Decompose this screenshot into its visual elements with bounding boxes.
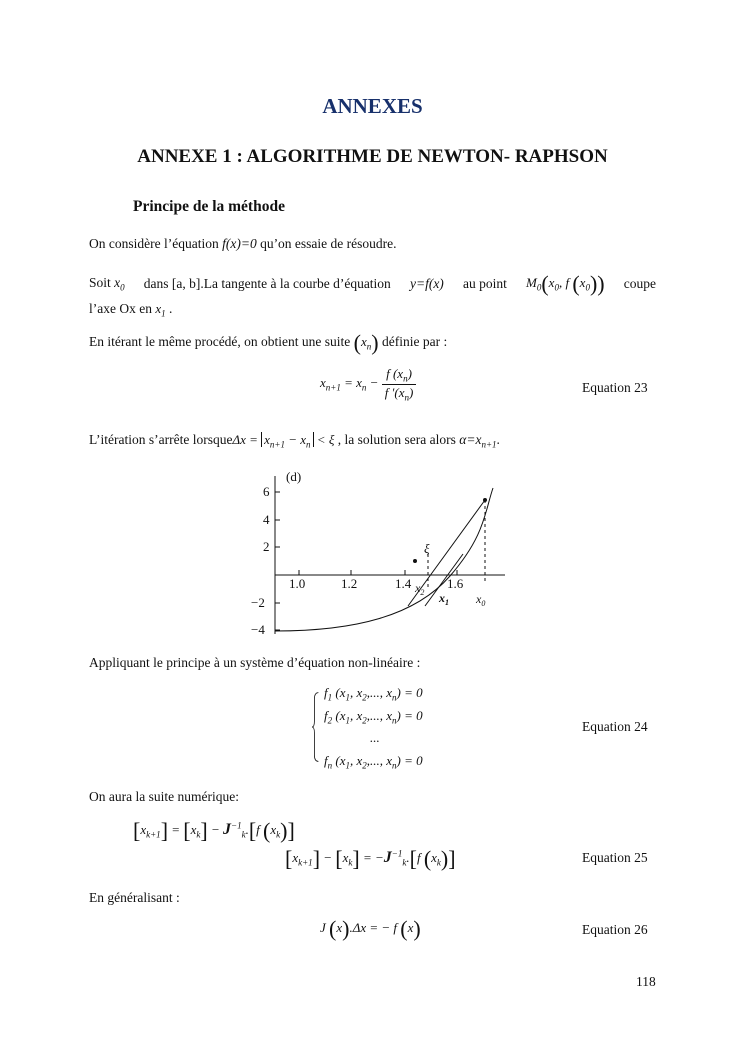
equation-25-label: Equation 25 [582, 850, 648, 865]
x1-label: $x_1$ [439, 591, 449, 607]
para1-equation: f(x)=0 [222, 236, 257, 251]
para2-line2: l’axe Ox en $x_1$ . [89, 301, 173, 319]
equation-23-label: Equation 23 [582, 380, 648, 395]
y-tick-neg4: −4 [251, 622, 265, 637]
x-tick-1.6: 1.6 [447, 576, 464, 591]
paragraph-sequence: En itérant le même procédé, on obtient une suite $(x_n)$ définie par : [89, 330, 448, 355]
equation-24-label: Equation 24 [582, 719, 648, 734]
page-number: 118 [636, 974, 656, 989]
y-tick-2: 2 [263, 539, 270, 554]
system-line-2: $f_2$ ($x_1$, $x_2$,..., $x_n) = 0$ [324, 708, 423, 726]
equation-25a: $[x_{k+1}] = [x_k] - J^{-1}_k.[f$ $(x_k)$] [133, 818, 295, 843]
section-heading: Principe de la méthode [133, 198, 285, 215]
paragraph-system: Appliquant le principe à un système d’équation non-linéaire : [89, 655, 421, 670]
system-line-1: $f_1$ ($x_1$, $x_2$,..., $x_n) = 0$ [324, 685, 423, 703]
annex-heading: ANNEXE 1 : ALGORITHME DE NEWTON- RAPHSON [137, 146, 608, 167]
equation-26: J (x).Δx = − f (x) [320, 916, 421, 941]
x2-label: $x_2$ [415, 581, 425, 597]
newton-figure [245, 466, 525, 646]
para2-segment-3: au point [462, 276, 507, 291]
point-x1 [413, 559, 417, 563]
system-line-ellipsis: ... [370, 730, 380, 745]
paragraph-tangent [89, 271, 656, 319]
x-tick-1.2: 1.2 [341, 576, 358, 591]
equation-25b: $[x_{k+1}] - [x_k] = -J^{-1}_k.[f$ $(x_k)$] [285, 846, 456, 871]
equation-26-label: Equation 26 [582, 922, 648, 937]
equation-24 [312, 683, 452, 773]
para1-text-a: On considère l’équation [89, 236, 223, 251]
paragraph-equation-intro [89, 236, 397, 252]
para2-segment-4: coupe [623, 276, 656, 291]
function-curve [275, 488, 493, 631]
point-m0: $M_0(x_0$, f $(x_0)$) [526, 271, 605, 296]
x-tick-1.4: 1.4 [395, 576, 412, 591]
x0-label: $x_0$ [476, 592, 486, 608]
y-tick-6: 6 [263, 484, 270, 499]
xi-label: ξ [424, 541, 430, 556]
x-tick-1.0: 1.0 [289, 576, 306, 591]
para2-curve: y=f(x) [409, 276, 444, 291]
system-brace [312, 683, 320, 771]
page-title: ANNEXES [322, 94, 423, 118]
para1-text-b: qu’on essaie de résoudre. [256, 236, 397, 251]
para2-segment-2: dans [a, b].La tangente à la courbe d’équation [143, 276, 391, 291]
paragraph-generalizing: En généralisant : [89, 890, 180, 905]
y-tick-4: 4 [263, 512, 270, 527]
panel-label: (d) [286, 469, 302, 484]
para2-segment-1: Soit $x_0$ [89, 275, 125, 293]
system-line-n: $f_n$ ($x_1$, $x_2$,..., $x_n) = 0$ [324, 753, 423, 771]
paragraph-numeric-sequence: On aura la suite numérique: [89, 789, 239, 804]
equation-23: $x_{n+1} = x_n$ − $\frac{f (x_n)}{f '(x_n)}$ [320, 366, 416, 402]
paragraph-stop-criterion: L’itération s’arrête lorsqueΔx = $x_{n+1} - x_n < \xi$ , la solution sera alors $\alpha=x_{n+1}$. [89, 432, 500, 450]
y-tick-neg2: −2 [251, 595, 265, 610]
